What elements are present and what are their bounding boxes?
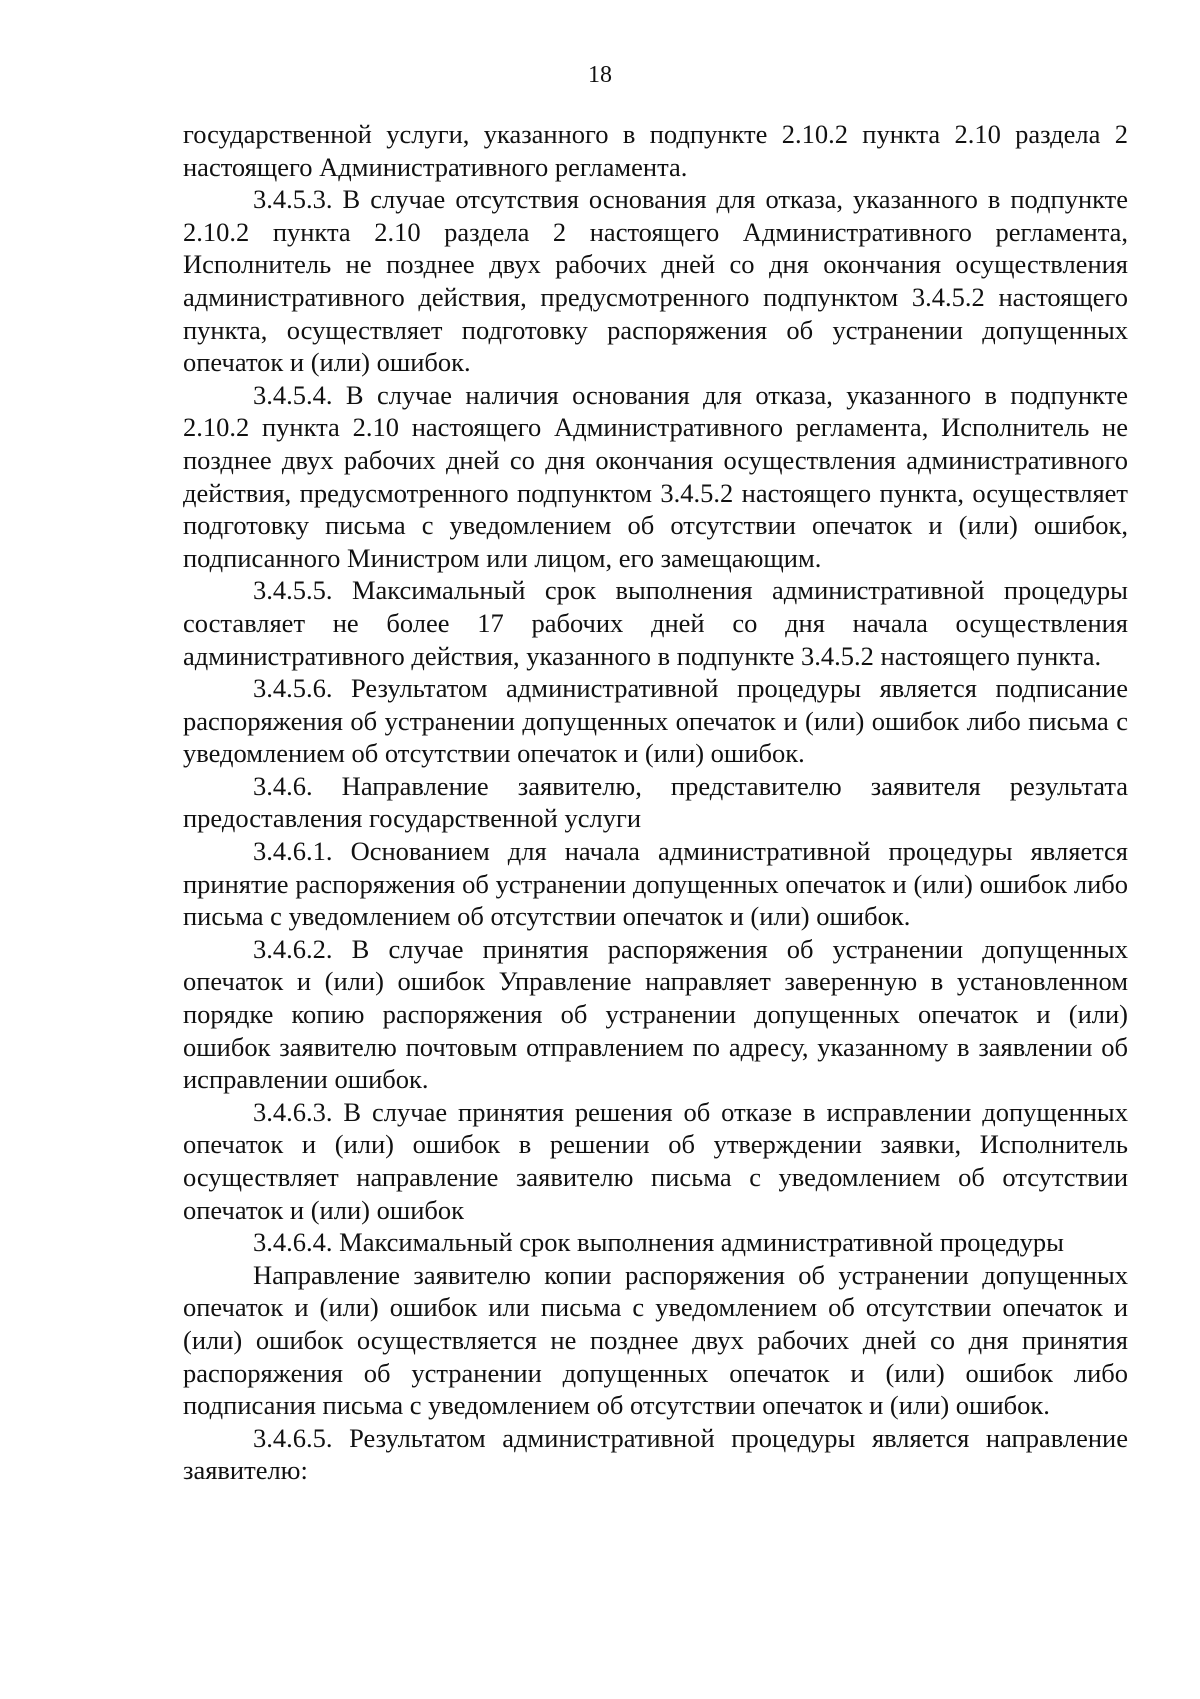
paragraph-3-4-6-5: 3.4.6.5. Результатом административной процедуры является направление заявителю: <box>183 1422 1128 1486</box>
paragraph-3-4-6-4: 3.4.6.4. Максимальный срок выполнения административной процедуры <box>253 1227 1064 1258</box>
paragraph-3-4-6-3: 3.4.6.3. В случае принятия решения об отказе в исправлении допущенных опечаток и (или) ошибок в решении об утверждении заявки, Исполнитель осуществляет направление заявителю письма с уведомлением об отсутствии опечаток и (или) ошибок <box>183 1096 1128 1225</box>
page-number: 18 <box>588 62 612 88</box>
paragraph-continuation: государственной услуги, указанного в подпункте 2.10.2 пункта 2.10 раздела 2 настоящего Административного регламента. <box>183 119 1128 182</box>
body-text <box>183 118 1128 1487</box>
paragraph-3-4-5-6: 3.4.5.6. Результатом административной процедуры является подписание распоряжения об устранении допущенных опечаток и (или) ошибок либо письма с уведомлением об отсутствии опечаток и (или) ошибок. <box>183 673 1128 769</box>
paragraph-3-4-5-5: 3.4.5.5. Максимальный срок выполнения административной процедуры составляет не более 17 рабочих дней со дня начала осуществления административного действия, указанного в подпункте 3.4.5.2 настоящего пункта. <box>183 575 1128 671</box>
paragraph-3-4-5-4: 3.4.5.4. В случае наличия основания для отказа, указанного в подпункте 2.10.2 пункта 2.10 настоящего Административного регламента, Исполнитель не позднее двух рабочих дней со дня окончания осуществления административного действия, предусмотренного подпунктом 3.4.5.2 настоящего пункта, осуществляет подготовку письма с уведомлением об отсутствии опечаток и (или) ошибок, подписанного Министром или лицом, его замещающим. <box>183 379 1128 573</box>
paragraph-3-4-6: 3.4.6. Направление заявителю, представителю заявителя результата предоставления государственной услуги <box>183 770 1128 834</box>
paragraph-3-4-6-1: 3.4.6.1. Основанием для начала административной процедуры является принятие распоряжения об устранении допущенных опечаток и (или) ошибок либо письма с уведомлением об отсутствии опечаток и (или) ошибок. <box>183 836 1128 932</box>
paragraph-3-4-5-3: 3.4.5.3. В случае отсутствия основания для отказа, указанного в подпункте 2.10.2 пункта 2.10 раздела 2 настоящего Административного регламента, Исполнитель не позднее двух рабочих дней со дня окончания осуществления административного действия, предусмотренного подпунктом 3.4.5.2 настоящего пункта, осуществляет подготовку распоряжения об устранении допущенных опечаток и (или) ошибок. <box>183 184 1128 378</box>
paragraph-3-4-6-4-text: Направление заявителю копии распоряжения об устранении допущенных опечаток и (или) ошибок или письма с уведомлением об отсутствии опечаток и (или) ошибок осуществляется не позднее двух рабочих дней со дня принятия распоряжения об устранении допущенных опечаток и (или) ошибок либо подписания письма с уведомлением об отсутствии опечаток и (или) ошибок. <box>183 1259 1128 1421</box>
paragraph-3-4-6-2: 3.4.6.2. В случае принятия распоряжения об устранении допущенных опечаток и (или) ошибок Управление направляет заверенную в установленном порядке копию распоряжения об устранении допущенных опечаток и (или) ошибок заявителю почтовым отправлением по адресу, указанному в заявлении об исправлении ошибок. <box>183 933 1128 1095</box>
